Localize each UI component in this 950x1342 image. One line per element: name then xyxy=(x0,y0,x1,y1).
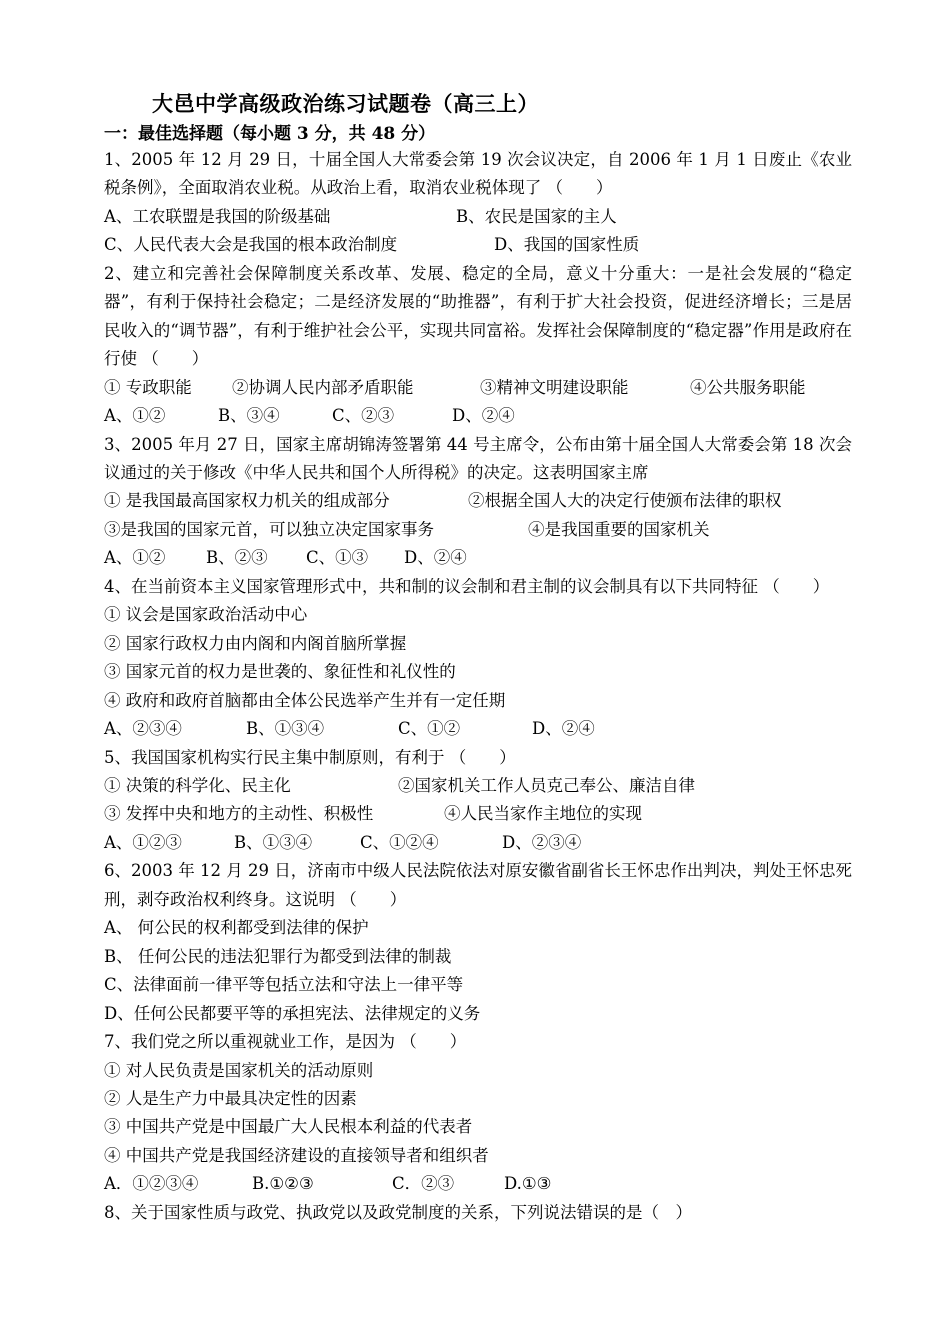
choice-row xyxy=(104,203,852,231)
choice-b: B、①③④ xyxy=(246,719,325,739)
choice-d: D、②④ xyxy=(452,406,515,426)
question-list xyxy=(104,146,852,1227)
question-stem: 3、2005 年月 27 日，国家主席胡锦涛签署第 44 号主席令，公布由第十届全国人大常委会第 18 次会议通过的关于修改《中华人民共和国个人所得税》的决定。这表明国家主席 xyxy=(104,434,852,482)
choice-c: C、①② xyxy=(398,719,461,739)
choice-a: A、②③④ xyxy=(104,719,182,739)
item-3: ③是我国的国家元首，可以独立决定国家事务 xyxy=(104,519,434,539)
choice-b: B、 任何公民的违法犯罪行为都受到法律的制裁 xyxy=(104,946,452,966)
choice-d: D、②④ xyxy=(404,548,467,568)
item-4: ④ 中国共产党是我国经济建设的直接领导者和组织者 xyxy=(104,1145,489,1165)
choice-b: B、③④ xyxy=(218,406,280,426)
question-stem: 7、我们党之所以重视就业工作，是因为 （ ） xyxy=(104,1032,467,1052)
item-3: ③ 发挥中央和地方的主动性、积极性 xyxy=(104,804,374,824)
choice-c: C．②③ xyxy=(392,1174,455,1194)
item-row xyxy=(104,516,852,544)
question-stem: 4、在当前资本主义国家管理形式中，共和制的议会制和君主制的议会制具有以下共同特征 （ ） xyxy=(104,576,830,596)
item-2: ② 人是生产力中最具决定性的因素 xyxy=(104,1088,357,1108)
item-row xyxy=(104,487,852,515)
question-stem: 8、关于国家性质与政党、执政党以及政党制度的关系，下列说法错误的是（ ） xyxy=(104,1202,692,1222)
item-1: ① 决策的科学化、民主化 xyxy=(104,775,291,795)
choice-row xyxy=(104,715,852,743)
choice-a: A、工农联盟是我国的阶级基础 xyxy=(104,206,331,226)
item-row xyxy=(104,800,852,828)
choice-d: D、②④ xyxy=(532,719,595,739)
choice-b: B、农民是国家的主人 xyxy=(456,206,617,226)
question-stem: 2、建立和完善社会保障制度关系改革、发展、稳定的全局，意义十分重大：一是社会发展的“稳定器”，有利于保持社会稳定；二是经济发展的“助推器”，有利于扩大社会投资，促进经济增长；三是居民收入的“调节器”，有利于维护社会公平，实现共同富裕。发挥社会保障制度的“稳定器”作用是政府在行使 （ ） xyxy=(104,263,852,369)
choice-d: D、任何公民都要平等的承担宪法、法律规定的义务 xyxy=(104,1003,481,1023)
item-4: ④人民当家作主地位的实现 xyxy=(444,804,642,824)
item-4: ④公共服务职能 xyxy=(690,377,806,397)
item-2: ②国家机关工作人员克己奉公、廉洁自律 xyxy=(398,775,695,795)
choice-d: D.①③ xyxy=(504,1174,552,1194)
choice-c: C、人民代表大会是我国的根本政治制度 xyxy=(104,235,398,255)
choice-a: A、 何公民的权利都受到法律的保护 xyxy=(104,918,369,938)
question-stem: 5、我国国家机构实行民主集中制原则，有利于 （ ） xyxy=(104,747,516,767)
choice-c: C、①②④ xyxy=(360,832,439,852)
question-stem: 6、2003 年 12 月 29 日，济南市中级人民法院依法对原安徽省副省长王怀忠作出判决，判处王怀忠死刑，剥夺政治权利终身。这说明 （ ） xyxy=(104,861,852,909)
item-1: ① 专政职能 xyxy=(104,377,192,397)
item-1: ① 是我国最高国家权力机关的组成部分 xyxy=(104,491,390,511)
item-3: ③ 国家元首的权力是世袭的、象征性和礼仪性的 xyxy=(104,662,456,682)
choice-b: B、②③ xyxy=(206,548,268,568)
item-4: ④是我国重要的国家机关 xyxy=(528,519,710,539)
item-3: ③ 中国共产党是中国最广大人民根本利益的代表者 xyxy=(104,1117,473,1137)
choice-a: A、①② xyxy=(104,548,166,568)
item-1: ① 议会是国家政治活动中心 xyxy=(104,605,308,625)
item-2: ②协调人民内部矛盾职能 xyxy=(232,377,414,397)
choice-c: C、②③ xyxy=(332,406,395,426)
choice-a: A、①②③ xyxy=(104,832,182,852)
item-row xyxy=(104,374,852,402)
choice-b: B.①②③ xyxy=(252,1174,314,1194)
choice-row xyxy=(104,402,852,430)
choice-row xyxy=(104,544,852,572)
choice-row xyxy=(104,231,852,259)
item-4: ④ 政府和政府首脑都由全体公民选举产生并有一定任期 xyxy=(104,690,506,710)
choice-a: A、①② xyxy=(104,406,166,426)
choice-b: B、①③④ xyxy=(234,832,313,852)
choice-row xyxy=(104,1170,852,1198)
item-2: ②根据全国人大的决定行使颁布法律的职权 xyxy=(468,491,782,511)
choice-a: A．①②③④ xyxy=(104,1174,199,1194)
section-heading: 一：最佳选择题（每小题 3 分，共 48 分） xyxy=(104,124,436,144)
choice-d: D、我国的国家性质 xyxy=(494,235,640,255)
choice-row xyxy=(104,829,852,857)
item-3: ③精神文明建设职能 xyxy=(480,377,629,397)
item-2: ② 国家行政权力由内阁和内阁首脑所掌握 xyxy=(104,633,407,653)
choice-c: C、法律面前一律平等包括立法和守法上一律平等 xyxy=(104,975,464,995)
choice-c: C、①③ xyxy=(306,548,369,568)
item-1: ① 对人民负责是国家机关的活动原则 xyxy=(104,1060,374,1080)
item-row xyxy=(104,772,852,800)
question-stem: 1、2005 年 12 月 29 日，十届全国人大常委会第 19 次会议决定，自 2006 年 1 月 1 日废止《农业税条例》，全面取消农业税。从政治上看，取消农业税体现了 （ ） xyxy=(104,150,852,198)
exam-title: 大邑中学高级政治练习试题卷（高三上） xyxy=(152,91,539,116)
choice-d: D、②③④ xyxy=(502,832,582,852)
